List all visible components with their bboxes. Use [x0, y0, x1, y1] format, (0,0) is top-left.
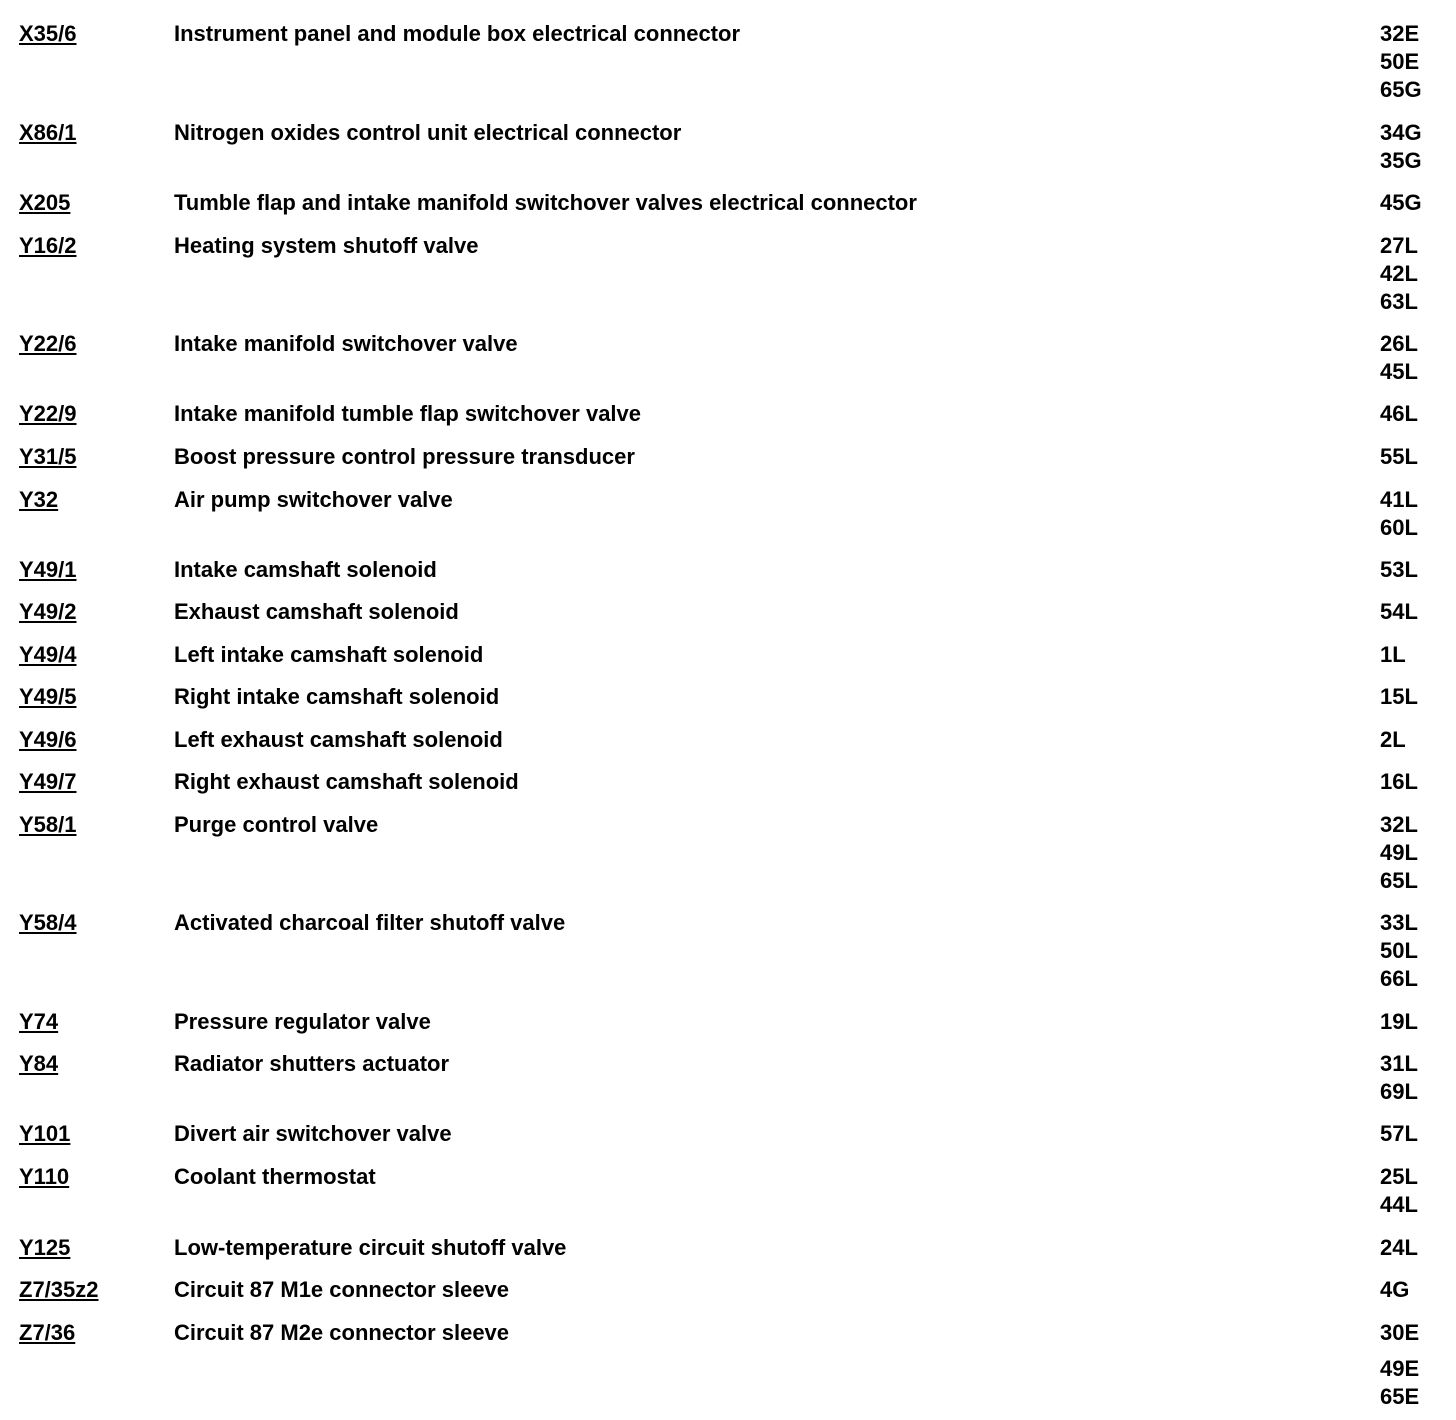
component-description: Intake manifold switchover valve: [174, 331, 518, 356]
grid-reference: 32E: [1380, 21, 1420, 46]
component-code-link[interactable]: Y49/1: [19, 557, 77, 582]
component-code-link[interactable]: Y74: [19, 1009, 59, 1034]
component-description: Circuit 87 M2e connector sleeve: [174, 1320, 510, 1345]
component-code-link[interactable]: Y22/6: [19, 331, 77, 356]
component-code-link[interactable]: Y49/7: [19, 769, 77, 794]
component-code-link[interactable]: Y49/6: [19, 727, 77, 752]
grid-reference-list: [1380, 400, 1418, 428]
component-description: Left exhaust camshaft solenoid: [174, 727, 503, 752]
grid-reference: 50L: [1380, 938, 1418, 963]
grid-reference: 55L: [1380, 444, 1418, 469]
grid-reference: 32L: [1380, 812, 1418, 837]
component-code-link[interactable]: Y58/1: [19, 812, 77, 837]
grid-reference-list: [1380, 486, 1418, 542]
grid-reference: 63L: [1380, 289, 1418, 314]
component-code-link[interactable]: Y84: [19, 1051, 59, 1076]
component-code-link[interactable]: Y31/5: [19, 444, 77, 469]
component-description: Heating system shutoff valve: [174, 233, 479, 258]
grid-reference-list: [1380, 1234, 1418, 1262]
component-code-link[interactable]: Z7/36: [19, 1320, 76, 1345]
component-code-link[interactable]: Y58/4: [19, 910, 77, 935]
component-description: Purge control valve: [174, 812, 379, 837]
grid-reference: 65E: [1380, 1384, 1420, 1409]
component-code-link[interactable]: Y49/5: [19, 684, 77, 709]
component-description: Right intake camshaft solenoid: [174, 684, 500, 709]
component-code-link[interactable]: Y49/2: [19, 599, 77, 624]
grid-reference: 1L: [1380, 642, 1406, 667]
grid-reference: 4G: [1380, 1277, 1410, 1302]
component-code-link[interactable]: X86/1: [19, 120, 77, 145]
grid-reference-list: [1380, 1319, 1419, 1411]
grid-reference: 66L: [1380, 966, 1418, 991]
grid-reference-list: [1380, 443, 1418, 471]
grid-reference-list: [1380, 726, 1406, 754]
grid-reference: 15L: [1380, 684, 1418, 709]
component-description: Intake manifold tumble flap switchover valve: [174, 401, 642, 426]
component-description: Right exhaust camshaft solenoid: [174, 769, 519, 794]
grid-reference-list: [1380, 1276, 1409, 1304]
component-description: Activated charcoal filter shutoff valve: [174, 910, 566, 935]
component-description: Left intake camshaft solenoid: [174, 642, 484, 667]
grid-reference: 65L: [1380, 868, 1418, 893]
grid-reference-list: [1380, 1120, 1418, 1148]
grid-reference: 57L: [1380, 1121, 1418, 1146]
grid-reference: 31L: [1380, 1051, 1418, 1076]
grid-reference: 44L: [1380, 1192, 1418, 1217]
component-description: Intake camshaft solenoid: [174, 557, 437, 582]
grid-reference: 54L: [1380, 599, 1418, 624]
component-code-link[interactable]: X35/6: [19, 21, 77, 46]
grid-reference-list: [1380, 232, 1418, 316]
grid-reference: 42L: [1380, 261, 1418, 286]
grid-reference-list: [1380, 811, 1418, 895]
grid-reference-list: [1380, 598, 1418, 626]
component-description: Air pump switchover valve: [174, 487, 453, 512]
grid-reference: 65G: [1380, 77, 1422, 102]
component-code-link[interactable]: Y49/4: [19, 642, 77, 667]
grid-reference-list: [1380, 1050, 1418, 1106]
grid-reference: 53L: [1380, 557, 1418, 582]
grid-reference: 50E: [1380, 49, 1420, 74]
component-code-link[interactable]: Y101: [19, 1121, 71, 1146]
grid-reference: 46L: [1380, 401, 1418, 426]
grid-reference-list: [1380, 119, 1422, 175]
grid-reference: 2L: [1380, 727, 1406, 752]
grid-reference: 49E: [1380, 1356, 1420, 1381]
component-description: Nitrogen oxides control unit electrical connector: [174, 120, 682, 145]
component-description: Divert air switchover valve: [174, 1121, 452, 1146]
grid-reference-list: [1380, 768, 1418, 796]
grid-reference: 45G: [1380, 190, 1422, 215]
grid-reference: 49L: [1380, 840, 1418, 865]
grid-reference: 30E: [1380, 1320, 1420, 1345]
grid-reference-list: [1380, 556, 1418, 584]
grid-reference-list: [1380, 20, 1422, 104]
component-code-link[interactable]: Y125: [19, 1235, 71, 1260]
grid-reference: 19L: [1380, 1009, 1418, 1034]
grid-reference: 26L: [1380, 331, 1418, 356]
component-description: Exhaust camshaft solenoid: [174, 599, 459, 624]
component-code-link[interactable]: Y22/9: [19, 401, 77, 426]
grid-reference-list: [1380, 1163, 1418, 1219]
grid-reference-list: [1380, 189, 1422, 217]
grid-reference-list: [1380, 641, 1406, 669]
grid-reference-list: [1380, 909, 1418, 993]
component-description: Radiator shutters actuator: [174, 1051, 450, 1076]
grid-reference-list: [1380, 1008, 1418, 1036]
component-code-link[interactable]: Y110: [19, 1164, 70, 1189]
component-code-link[interactable]: Y16/2: [19, 233, 77, 258]
grid-reference: 16L: [1380, 769, 1418, 794]
grid-reference: 25L: [1380, 1164, 1418, 1189]
component-description: Boost pressure control pressure transducer: [174, 444, 635, 469]
grid-reference: 41L: [1380, 487, 1418, 512]
grid-reference: 45L: [1380, 359, 1418, 384]
grid-reference: 27L: [1380, 233, 1418, 258]
grid-reference: 35G: [1380, 148, 1422, 173]
grid-reference: 69L: [1380, 1079, 1418, 1104]
component-description: Tumble flap and intake manifold switchover valves electrical connector: [174, 190, 917, 215]
component-description: Instrument panel and module box electrical connector: [174, 21, 741, 46]
grid-reference: 24L: [1380, 1235, 1418, 1260]
component-description: Circuit 87 M1e connector sleeve: [174, 1277, 510, 1302]
component-description: Coolant thermostat: [174, 1164, 376, 1189]
grid-reference: 34G: [1380, 120, 1422, 145]
grid-reference-list: [1380, 683, 1418, 711]
component-description: Low-temperature circuit shutoff valve: [174, 1235, 567, 1260]
component-code-link[interactable]: Y32: [19, 487, 59, 512]
component-code-link[interactable]: Z7/35z2: [19, 1277, 99, 1302]
component-code-link[interactable]: X205: [19, 190, 71, 215]
grid-reference: 33L: [1380, 910, 1418, 935]
component-description: Pressure regulator valve: [174, 1009, 431, 1034]
grid-reference: 60L: [1380, 515, 1418, 540]
grid-reference-list: [1380, 330, 1418, 386]
